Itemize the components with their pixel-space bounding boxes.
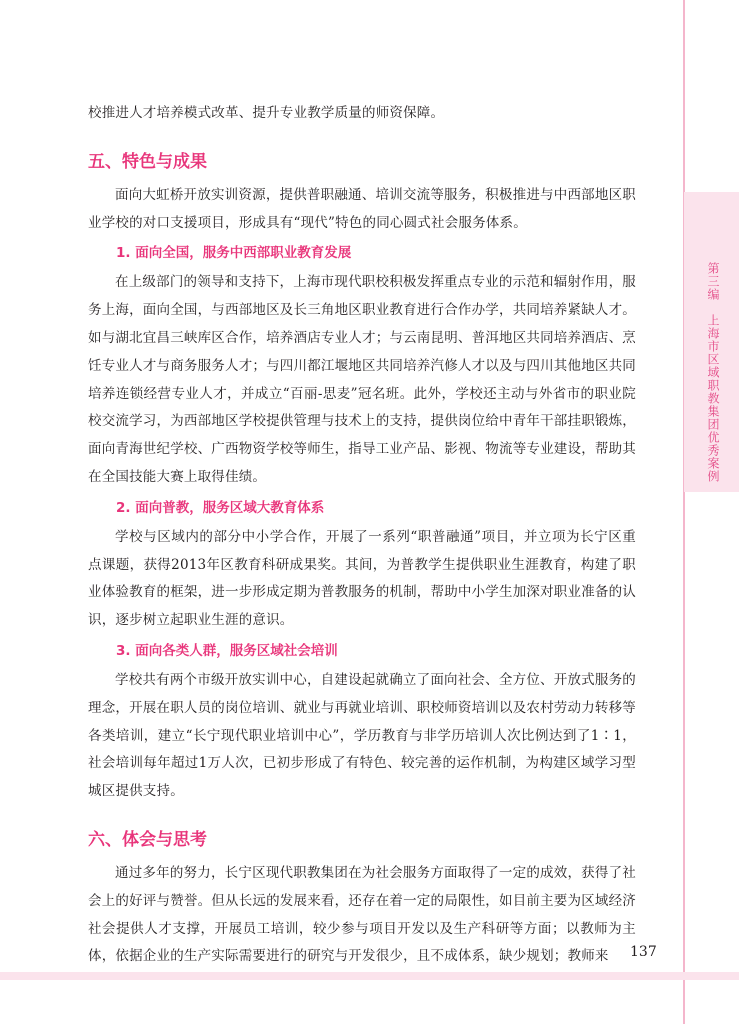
chapter-tab-label: 第三编 上海市区域职教集团优秀案例 (706, 262, 720, 483)
page-content (88, 100, 636, 971)
section-5-paragraph: 面向大虹桥开放实训资源，提供普职融通、培训交流等服务，积极推进与中西部地区职业学校的对口支援项目，形成具有“现代”特色的同心圆式社会服务体系。 (88, 186, 636, 231)
subsection-1-heading: 1. 面向全国，服务中西部职业教育发展 (116, 245, 352, 262)
subsection-2-paragraph: 学校与区域内的部分中小学合作，开展了一系列“职普融通”项目，并立项为长宁区重点课题，获得2013年区教育科研成果奖。其间，为普教学生提供职业生涯教育，构建了职业体验教育的框架，进一步形成定期为普教服务的机制，帮助中小学生加深对职业准备的认识，逐步树立起职业生涯的意识。 (88, 528, 636, 629)
section-5-heading: 五、特色与成果 (88, 151, 207, 172)
page-number: 137 (630, 944, 657, 960)
section-6-paragraph: 通过多年的努力，长宁区现代职教集团在为社会服务方面取得了一定的成效，获得了社会上的好评与赞誉。但从长远的发展来看，还存在着一定的局限性，如目前主要为区域经济社会提供人才支撑，开展员工培训，较少参与项目开发以及生产科研等方面；以教师为主体，依据企业的生产实际需要进行的研究与开发很少，且不成体系，缺少规划；教师来 (88, 864, 636, 965)
margin-rule (683, 0, 685, 1024)
intro-line: 校推进人才培养模式改革、提升专业教学质量的师资保障。 (88, 105, 445, 121)
section-6-heading: 六、体会与思考 (88, 829, 207, 850)
subsection-3-paragraph: 学校共有两个市级开放实训中心，自建设起就确立了面向社会、全方位、开放式服务的理念，开展在职人员的岗位培训、就业与再就业培训、职校师资培训以及农村劳动力转移等各类培训，建立“长宁现代职业培训中心”，学历教育与非学历培训人次比例达到了1∶1，社会培训每年超过1万人次，已初步形成了有特色、较完善的运作机制，为构建区域学习型城区提供支持。 (88, 671, 636, 800)
subsection-1-paragraph: 在上级部门的领导和支持下，上海市现代职校积极发挥重点专业的示范和辐射作用，服务上海，面向全国，与西部地区及长三角地区职业教育进行合作办学，共同培养紧缺人才。如与湖北宜昌三峡库区合作，培养酒店专业人才；与云南昆明、普洱地区共同培养酒店、烹饪专业人才与商务服务人才；与四川都江堰地区共同培养汽修人才以及与四川其他地区共同培养连锁经营专业人才，并成立“百丽-思麦”冠名班。此外，学校还主动与外省市的职业院校交流学习，为西部地区学校提供管理与技术上的支持，提供岗位给中青年干部挂职锻炼，面向青海世纪学校、广西物资学校等师生，指导工业产品、影视、物流等专业建设，帮助其在全国技能大赛上取得佳绩。 (88, 274, 636, 485)
footer-strip (0, 972, 739, 980)
subsection-2-heading: 2. 面向普教，服务区域大教育体系 (116, 499, 325, 516)
subsection-3-heading: 3. 面向各类人群，服务区域社会培训 (116, 642, 338, 659)
